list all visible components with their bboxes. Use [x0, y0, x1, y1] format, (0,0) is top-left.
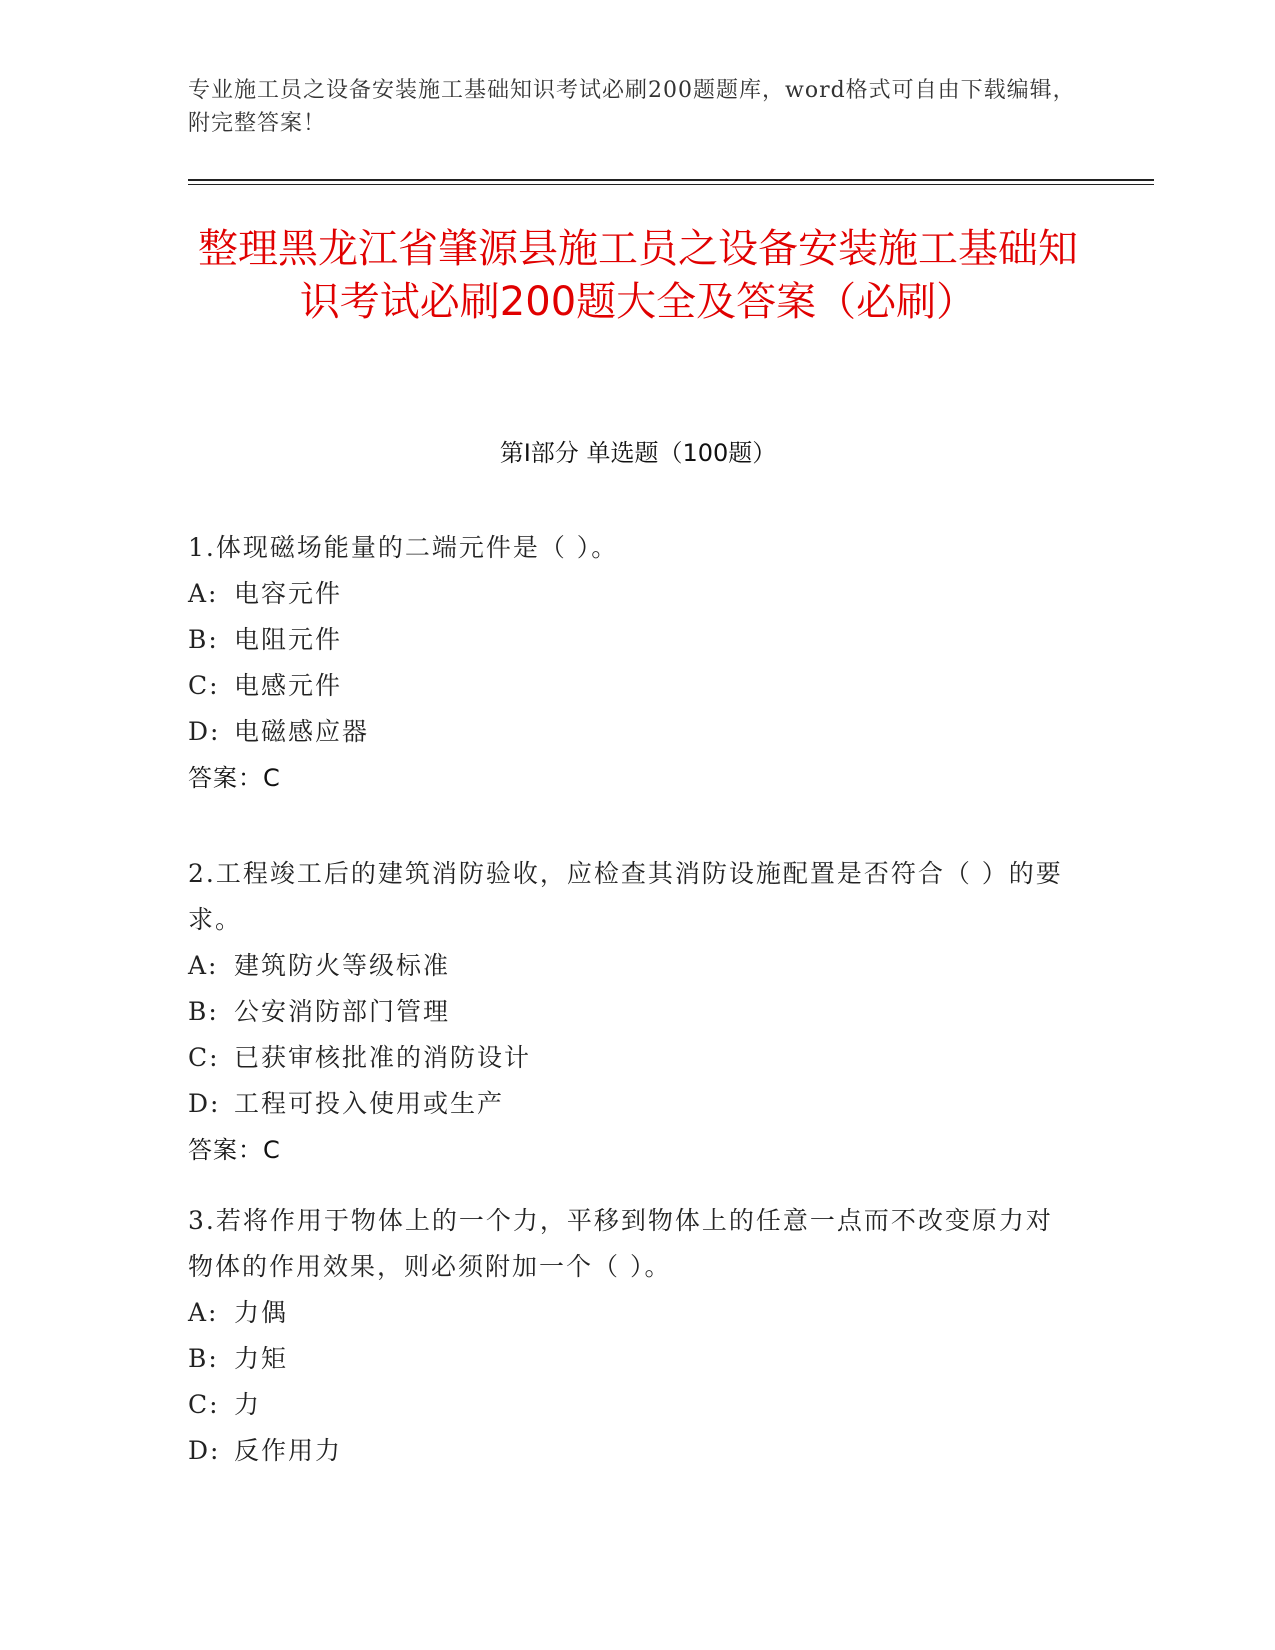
option-b: [188, 1336, 1068, 1382]
header-divider-thick: [188, 179, 1154, 181]
option-text: 力偶: [234, 1298, 289, 1327]
section-title: 第Ⅰ部分 单选题（100题）: [499, 439, 777, 467]
option-text: 工程可投入使用或生产: [234, 1089, 505, 1118]
answer: 答案：C: [188, 764, 281, 792]
option-text: 电阻元件: [234, 625, 343, 654]
option-c: [188, 1035, 1068, 1081]
question-1: [188, 525, 1068, 801]
header-note: 专业施工员之设备安装施工基础知识考试必刷200题题库，word格式可自由下载编辑，附完整答案！: [188, 78, 1076, 136]
option-d: [188, 1428, 1068, 1474]
option-d: [188, 709, 1068, 755]
option-key: B:: [188, 625, 219, 654]
option-text: 公安消防部门管理: [234, 997, 451, 1026]
header-divider-thin: [188, 184, 1154, 185]
option-a: [188, 1290, 1068, 1336]
option-b: [188, 989, 1068, 1035]
option-key: B:: [188, 997, 219, 1026]
option-a: [188, 571, 1068, 617]
option-key: D:: [188, 717, 221, 746]
question-stem: 1.体现磁场能量的二端元件是（ ）。: [188, 533, 619, 562]
question-3: [188, 1198, 1068, 1474]
option-text: 电磁感应器: [234, 717, 370, 746]
option-text: 力矩: [234, 1344, 289, 1373]
option-c: [188, 1382, 1068, 1428]
option-text: 建筑防火等级标准: [234, 951, 451, 980]
question-2: [188, 851, 1068, 1173]
option-d: [188, 1081, 1068, 1127]
option-key: C:: [188, 671, 220, 700]
option-key: D:: [188, 1436, 221, 1465]
option-text: 电感元件: [234, 671, 343, 700]
option-b: [188, 617, 1068, 663]
option-c: [188, 663, 1068, 709]
option-key: A:: [188, 1298, 219, 1327]
option-text: 已获审核批准的消防设计: [234, 1043, 532, 1072]
option-text: 反作用力: [234, 1436, 343, 1465]
option-key: C:: [188, 1043, 220, 1072]
document-title: 整理黑龙江省肇源县施工员之设备安装施工基础知识考试必刷200题大全及答案（必刷）: [198, 226, 1078, 325]
option-a: [188, 943, 1068, 989]
option-key: A:: [188, 951, 219, 980]
option-key: A:: [188, 579, 219, 608]
option-text: 力: [234, 1390, 262, 1419]
answer: 答案：C: [188, 1136, 281, 1164]
question-stem: 3.若将作用于物体上的一个力，平移到物体上的任意一点而不改变原力对物体的作用效果，则必须附加一个（ ）。: [188, 1206, 1053, 1281]
option-key: B:: [188, 1344, 219, 1373]
option-key: C:: [188, 1390, 220, 1419]
question-stem: 2.工程竣工后的建筑消防验收，应检查其消防设施配置是否符合（ ）的要求。: [188, 859, 1063, 934]
option-text: 电容元件: [234, 579, 343, 608]
option-key: D:: [188, 1089, 221, 1118]
